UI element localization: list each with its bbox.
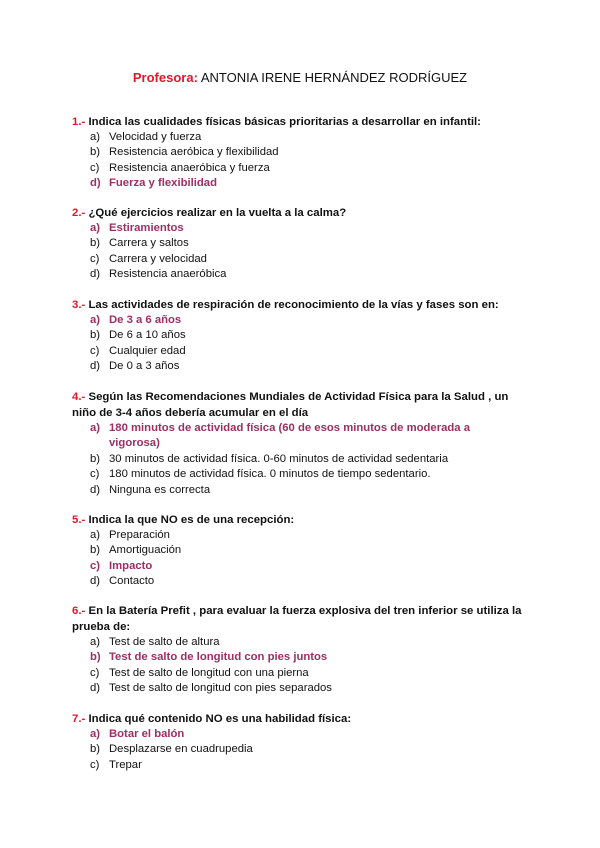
options-list [72, 635, 532, 697]
question-number: 6.- [72, 605, 86, 617]
question-3 [72, 297, 532, 375]
question-5 [72, 512, 532, 590]
option-letter: c) [90, 344, 100, 357]
question-number: 1.- [72, 116, 86, 128]
question-title [72, 603, 532, 635]
question-number: 5.- [72, 514, 86, 526]
option [72, 543, 532, 558]
option-letter: d) [90, 268, 101, 281]
option-text: De 3 a 6 años [109, 314, 182, 326]
option [72, 344, 532, 359]
question-text: Indica las cualidades físicas básicas prioritarias a desarrollar en infantil: [88, 116, 481, 128]
option [72, 742, 532, 757]
option-letter: c) [90, 252, 100, 265]
options-list [72, 528, 532, 590]
option-text: Velocidad y fuerza [109, 131, 202, 143]
question-2 [72, 205, 532, 283]
option [72, 528, 532, 543]
option-letter: a) [90, 222, 101, 234]
option [72, 328, 532, 343]
option [72, 145, 532, 160]
option-letter: a) [90, 422, 101, 434]
option-text: 180 minutos de actividad física (60 de esos minutos de moderada a vigorosa) [109, 422, 470, 450]
option-letter: a) [90, 131, 101, 143]
teacher-name: ANTONIA IRENE HERNÁNDEZ RODRÍGUEZ [200, 70, 468, 85]
option-letter: d) [90, 360, 101, 373]
option-text: Desplazarse en cuadrupedia [109, 743, 253, 756]
correct-option [72, 221, 532, 236]
option-text: Cualquier edad [109, 344, 186, 357]
option [72, 758, 532, 773]
option-letter: b) [90, 544, 101, 557]
option-letter: a) [90, 636, 101, 648]
correct-option [72, 421, 532, 452]
option [72, 236, 532, 251]
option-text: Test de salto de longitud con una pierna [109, 666, 309, 679]
question-6 [72, 603, 532, 697]
option-text: Resistencia aeróbica y flexibilidad [109, 146, 279, 159]
question-7 [72, 711, 532, 773]
question-4 [72, 389, 532, 498]
options-list [72, 130, 532, 192]
option [72, 635, 532, 650]
question-text: Indica qué contenido NO es una habilidad física: [88, 713, 352, 725]
option [72, 252, 532, 267]
option-letter: b) [90, 329, 101, 342]
option-letter: b) [90, 651, 101, 664]
option [72, 483, 532, 498]
option-text: Carrera y saltos [109, 237, 189, 250]
option [72, 130, 532, 145]
question-title [72, 297, 532, 313]
option [72, 267, 532, 282]
option-letter: b) [90, 452, 101, 465]
option-letter: b) [90, 146, 101, 159]
option [72, 359, 532, 374]
option-text: 30 minutos de actividad física. 0-60 minutos de actividad sedentaria [109, 452, 449, 465]
correct-option [72, 559, 532, 574]
option-letter: b) [90, 743, 101, 756]
option-text: Contacto [109, 575, 155, 588]
option-letter: a) [90, 314, 101, 326]
correct-option [72, 313, 532, 328]
question-1 [72, 114, 532, 192]
option-text: De 0 a 3 años [109, 360, 180, 373]
option [72, 467, 532, 482]
question-text: ¿Qué ejercicios realizar en la vuelta a la calma? [88, 207, 347, 219]
correct-option [72, 176, 532, 191]
teacher-label: Profesora: [132, 70, 198, 85]
option-text: Fuerza y flexibilidad [109, 177, 217, 190]
page-header [0, 70, 600, 86]
option-text: De 6 a 10 años [109, 329, 186, 342]
option-letter: c) [90, 758, 100, 771]
question-number: 4.- [72, 391, 86, 403]
question-title [72, 711, 532, 727]
option-text: Resistencia anaeróbica y fuerza [109, 161, 270, 174]
option-letter: d) [90, 177, 101, 190]
option-text: 180 minutos de actividad física. 0 minutos de tiempo sedentario. [109, 468, 431, 481]
option-letter: d) [90, 682, 101, 695]
option-text: Trepar [109, 758, 142, 771]
option-letter: c) [90, 559, 101, 572]
correct-option [72, 727, 532, 742]
option-text: Carrera y velocidad [109, 252, 207, 265]
option-text: Resistencia anaeróbica [109, 268, 227, 281]
option [72, 161, 532, 176]
option-letter: c) [90, 468, 100, 481]
question-title [72, 114, 532, 130]
option-text: Impacto [109, 559, 153, 572]
option-letter: b) [90, 237, 101, 250]
options-list [72, 727, 532, 773]
options-list [72, 313, 532, 375]
correct-option [72, 650, 532, 665]
option-text: Preparación [109, 529, 170, 541]
options-list [72, 221, 532, 283]
options-list [72, 421, 532, 498]
option-letter: d) [90, 483, 101, 496]
option-text: Test de salto de longitud con pies juntos [109, 651, 328, 664]
question-text: Las actividades de respiración de reconocimiento de la vías y fases son en: [88, 299, 499, 311]
question-text: En la Batería Prefit , para evaluar la fuerza explosiva del tren inferior se utiliza la prueba de: [72, 605, 522, 633]
option [72, 666, 532, 681]
option [72, 681, 532, 696]
option-text: Amortiguación [109, 544, 182, 557]
option-letter: d) [90, 575, 101, 588]
question-number: 2.- [72, 207, 86, 219]
option [72, 452, 532, 467]
question-number: 3.- [72, 299, 86, 311]
option-text: Test de salto de longitud con pies separados [109, 682, 332, 695]
option-letter: a) [90, 529, 101, 541]
option-text: Ninguna es correcta [109, 483, 211, 496]
option-letter: c) [90, 666, 100, 679]
option-text: Test de salto de altura [109, 636, 220, 648]
option-text: Botar el balón [109, 728, 185, 740]
option-letter: c) [90, 161, 100, 174]
option [72, 574, 532, 589]
question-number: 7.- [72, 713, 86, 725]
question-title [72, 389, 532, 421]
question-title [72, 512, 532, 528]
question-title [72, 205, 532, 221]
question-text: Según las Recomendaciones Mundiales de Actividad Física para la Salud , un niño de 3-4 años debería acumular en el día [72, 391, 509, 419]
option-letter: a) [90, 728, 101, 740]
question-text: Indica la que NO es de una recepción: [88, 514, 295, 526]
option-text: Estiramientos [109, 222, 184, 234]
